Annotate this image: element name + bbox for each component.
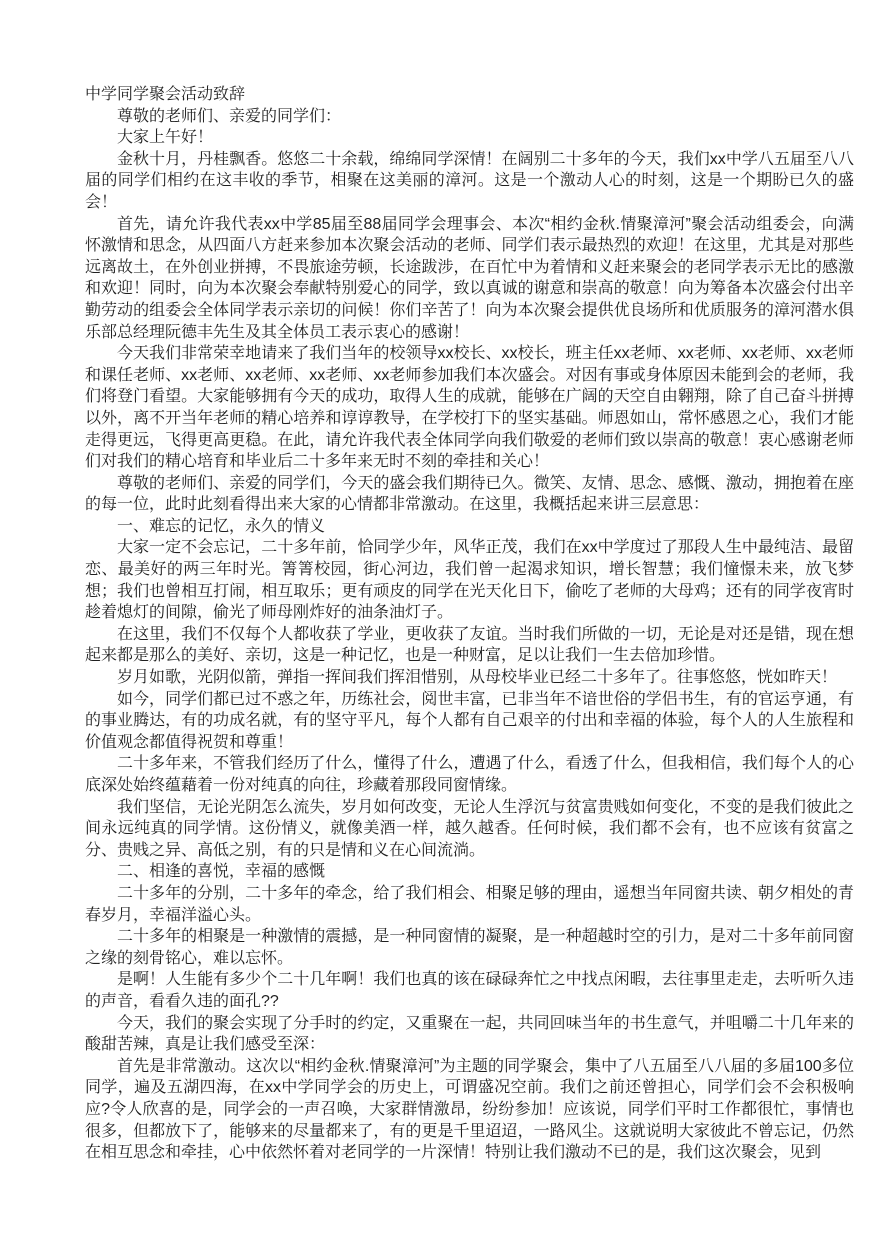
paragraph: 大家一定不会忘记，二十多年前，恰同学少年，风华正茂，我们在xx中学度过了那段人生中最纯洁、最留恋、最美好的两三年时光。箐箐校园，街心河边，我们曾一起渴求知识，增长智慧；我们憧憬未来，放飞梦想；我们也曾相互打闹，相互取乐；更有顽皮的同学在光天化日下，偷吃了老师的大母鸡；还有的同学夜宵时趁着熄灯的间隙，偷光了师母刚炸好的油条油灯子。 xyxy=(85,539,854,622)
paragraph: 二十多年的分别，二十多年的牵念，给了我们相会、相聚足够的理由，遥想当年同窗共读、朝夕相处的青春岁月，幸福洋溢心头。 xyxy=(85,884,854,924)
paragraph: 二十多年的相聚是一种激情的震撼，是一种同窗情的凝聚，是一种超越时空的引力，是对二十多年前同窗之缘的刻骨铭心，难以忘怀。 xyxy=(85,928,854,967)
section-heading: 一、难忘的记忆，永久的情义 xyxy=(117,517,326,535)
paragraph: 如今，同学们都已过不惑之年，历练社会，阅世丰富，已非当年不谙世俗的学侣书生，有的官运亨通，有的事业腾达，有的功成名就，有的坚守平凡，每个人都有自己艰辛的付出和幸福的体验，每个人的人生旅程和价值观念都值得祝贺和尊重！ xyxy=(85,690,854,751)
paragraph: 首先，请允许我代表xx中学85届至88届同学会理事会、本次“相约金秋.情聚漳河”聚会活动组委会，向满怀激情和思念，从四面八方赶来参加本次聚会活动的老师、同学们表示最热烈的欢迎！在这里，尤其是对那些远离故土，在外创业拼搏，不畏旅途劳顿，长途跋涉，在百忙中为着情和义赶来聚会的老同学表示无比的感激和欢迎！同时，向为本次聚会奉献特别爱心的同学，致以真诚的谢意和崇高的敬意！向为筹备本次盛会付出辛勤劳动的组委会全体同学表示亲切的问候！你们辛苦了！向为本次聚会提供优良场所和优质服务的漳河潜水俱乐部总经理阮德丰先生及其全体员工表示衷心的感谢！ xyxy=(85,215,854,341)
paragraph: 今天，我们的聚会实现了分手时的约定，又重聚在一起，共同回味当年的书生意气，并咀嚼二十几年来的酸甜苦辣，真是让我们感受至深： xyxy=(85,1014,854,1054)
section-heading: 二、相逢的喜悦，幸福的感慨 xyxy=(117,863,326,881)
document-title: 中学同学聚会活动致辞 xyxy=(85,86,246,103)
document-page xyxy=(85,84,854,1164)
paragraph: 二十多年来，不管我们经历了什么，懂得了什么，遭遇了什么，看透了什么，但我相信，我们每个人的心底深处始终蕴藉着一份对纯真的向往，珍藏着那段同窗情缘。 xyxy=(85,755,854,794)
paragraph: 首先是非常激动。这次以“相约金秋.情聚漳河”为主题的同学聚会，集中了八五届至八八届的多届100多位同学，遍及五湖四海，在xx中学同学会的历史上，可谓盛况空前。我们之前还曾担心，同学们会不会积极响应?令人欣喜的是，同学会的一声召唤，大家群情激昂，纷纷参加！应该说，同学们平时工作都很忙，事情也很多，但都放下了，能够来的尽量都来了，有的更是千里迢迢，一路风尘。这就说明大家彼此不曾忘记，仍然在相互思念和牵挂，心中依然怀着对老同学的一片深情！特别让我们激动不已的是，我们这次聚会，见到 xyxy=(85,1057,854,1162)
paragraph: 今天我们非常荣幸地请来了我们当年的校领导xx校长、xx校长，班主任xx老师、xx老师、xx老师、xx老师和课任老师、xx老师、xx老师、xx老师、xx老师参加我们本次盛会。对因有事或身体原因未能到会的老师，我们将登门看望。大家能够拥有今天的成功，取得人生的成就，能够在广阔的天空自由翱翔，除了自己奋斗拼搏以外，离不开当年老师的精心培养和谆谆教导，在学校打下的坚实基础。师恩如山，常怀感恩之心，我们才能走得更远，飞得更高更稳。在此，请允许我代表全体同学向我们敬爱的老师们致以崇高的敬意！衷心感谢老师们对我们的精心培育和毕业后二十多年来无时不刻的牵挂和关心！ xyxy=(85,345,854,471)
paragraph: 大家上午好！ xyxy=(117,129,214,147)
paragraph: 岁月如歌，光阴似箭，弹指一挥间我们挥泪惜别，从母校毕业已经二十多年了。往事悠悠，恍如昨天！ xyxy=(117,669,838,687)
paragraph: 尊敬的老师们、亲爱的同学们： xyxy=(117,107,342,125)
paragraph: 我们坚信，无论光阴怎么流失，岁月如何改变，无论人生浮沉与贫富贵贱如何变化，不变的是我们彼此之间永远纯真的同学情。这份情义，就像美酒一样，越久越香。任何时候，我们都不会有，也不应该有贫富之分、贵贱之异、高低之别，有的只是情和义在心间流淌。 xyxy=(85,798,854,859)
paragraph: 是啊！人生能有多少个二十几年啊！我们也真的该在碌碌奔忙之中找点闲暇，去往事里走走，去听听久违的声音，看看久违的面孔?? xyxy=(85,971,854,1010)
paragraph: 金秋十月，丹桂飘香。悠悠二十余载，绵绵同学深情！在阔别二十多年的今天，我们xx中学八五届至八八届的同学们相约在这丰收的季节，相聚在这美丽的漳河。这是一个激动人心的时刻，这是一个期盼已久的盛会！ xyxy=(85,150,854,211)
document-body xyxy=(85,106,854,1164)
paragraph: 尊敬的老师们、亲爱的同学们，今天的盛会我们期待已久。微笑、友情、思念、感慨、激动，拥抱着在座的每一位，此时此刻看得出来大家的心情都非常激动。在这里，我概括起来讲三层意思： xyxy=(85,474,854,514)
paragraph: 在这里，我们不仅每个人都收获了学业，更收获了友谊。当时我们所做的一切，无论是对还是错，现在想起来都是那么的美好、亲切，这是一种记忆，也是一种财富，足以让我们一生去倍加珍惜。 xyxy=(85,625,854,665)
